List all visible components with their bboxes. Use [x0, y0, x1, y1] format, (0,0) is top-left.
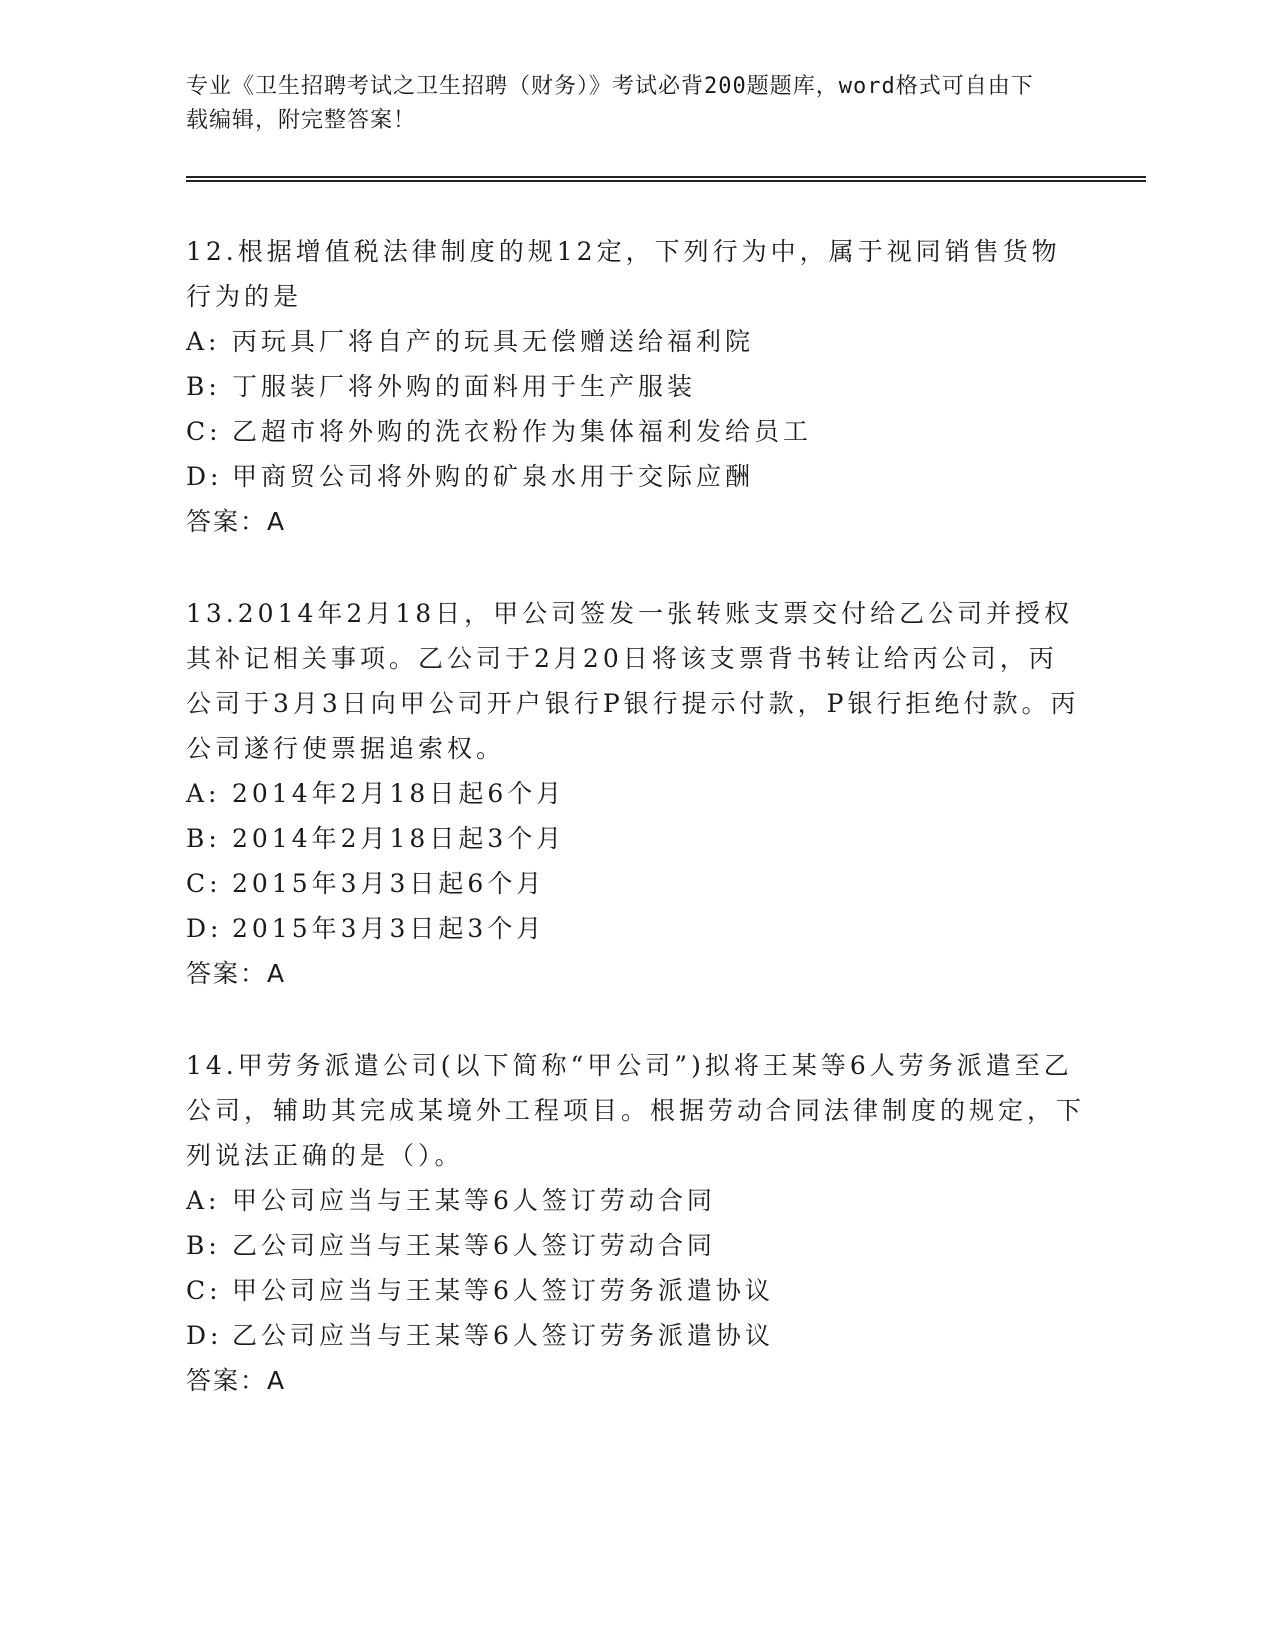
option-text: 甲公司应当与王某等6人签订劳务派遣协议: [232, 1276, 774, 1305]
option-key: A:: [186, 327, 221, 356]
question-stem: 14.甲劳务派遣公司(以下简称“甲公司”)拟将王某等6人劳务派遣至乙公司，辅助其完成某境外工程项目。根据劳动合同法律制度的规定，下列说法正确的是（）。: [186, 1051, 1086, 1170]
option-text: 2014年2月18日起6个月: [232, 779, 566, 808]
option-b: [186, 364, 1086, 409]
option-c: [186, 861, 1086, 906]
question-spacer: [186, 996, 1086, 1043]
header-divider: [186, 176, 1146, 182]
option-text: 乙公司应当与王某等6人签订劳务派遣协议: [232, 1321, 774, 1350]
answer-line: 答案：A: [186, 507, 287, 536]
option-key: B:: [186, 1231, 221, 1260]
option-text: 甲公司应当与王某等6人签订劳动合同: [232, 1186, 716, 1215]
option-c: [186, 409, 1086, 454]
option-d: [186, 454, 1086, 499]
option-key: C:: [186, 869, 222, 898]
question-14: [186, 1043, 1086, 1403]
option-key: A:: [186, 1186, 221, 1215]
option-b: [186, 816, 1086, 861]
option-key: D:: [186, 462, 223, 491]
option-a: [186, 1178, 1086, 1223]
option-text: 丁服装厂将外购的面料用于生产服装: [232, 372, 697, 401]
option-d: [186, 1313, 1086, 1358]
option-text: 丙玩具厂将自产的玩具无偿赠送给福利院: [232, 327, 755, 356]
question-stem: 13.2014年2月18日，甲公司签发一张转账支票交付给乙公司并授权其补记相关事项。乙公司于2月20日将该支票背书转让给丙公司，丙公司于3月3日向甲公司开户银行P银行提示付款，P银行拒绝付款。丙公司遂行使票据追索权。: [186, 599, 1080, 763]
option-text: 2015年3月3日起6个月: [232, 869, 546, 898]
option-key: B:: [186, 372, 221, 401]
option-key: C:: [186, 417, 222, 446]
answer-line: 答案：A: [186, 1366, 287, 1395]
question-13: [186, 591, 1086, 996]
question-stem: 12.根据增值税法律制度的规12定，下列行为中，属于视同销售货物行为的是: [186, 237, 1061, 311]
option-d: [186, 906, 1086, 951]
option-key: A:: [186, 779, 221, 808]
option-text: 甲商贸公司将外购的矿泉水用于交际应酬: [232, 462, 755, 491]
question-12: [186, 229, 1086, 544]
option-a: [186, 771, 1086, 816]
question-spacer: [186, 544, 1086, 591]
question-list: [186, 229, 1086, 1403]
option-key: B:: [186, 824, 221, 853]
option-a: [186, 319, 1086, 364]
option-text: 2014年2月18日起3个月: [232, 824, 566, 853]
option-c: [186, 1268, 1086, 1313]
option-b: [186, 1223, 1086, 1268]
option-text: 乙公司应当与王某等6人签订劳动合同: [232, 1231, 716, 1260]
option-key: C:: [186, 1276, 222, 1305]
option-text: 乙超市将外购的洗衣粉作为集体福利发给员工: [232, 417, 813, 446]
option-key: D:: [186, 1321, 223, 1350]
option-text: 2015年3月3日起3个月: [232, 914, 546, 943]
answer-line: 答案：A: [186, 959, 287, 988]
option-key: D:: [186, 914, 223, 943]
document-intro: 专业《卫生招聘考试之卫生招聘（财务）》考试必背200题题库，word格式可自由下载编辑，附完整答案！: [186, 74, 1034, 133]
